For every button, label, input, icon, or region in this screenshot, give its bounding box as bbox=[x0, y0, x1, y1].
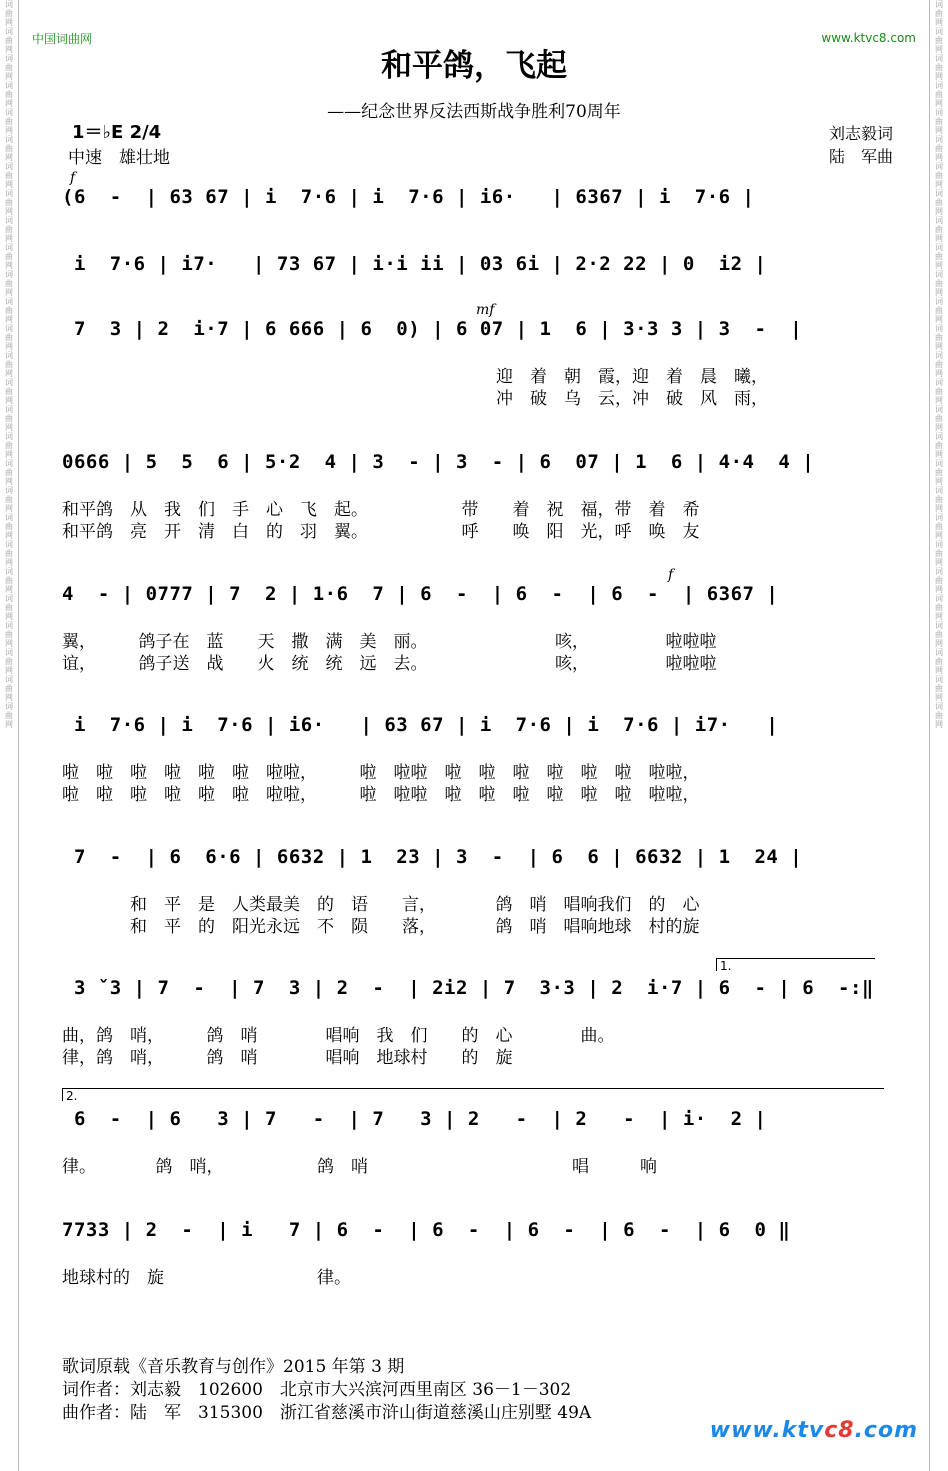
logo-main: www.ktv bbox=[709, 1418, 825, 1443]
song-title: 和平鸽，飞起 bbox=[381, 48, 567, 84]
notation-line: i 7·6 | i 7·6 | i6· | 63 67 | i 7·6 | i 7·6 | i7· | bbox=[62, 714, 779, 736]
right-edge-line bbox=[929, 0, 930, 1471]
lyric-line-1: 翼， 鸽子在 蓝 天 撒 满 美 丽。 咳， 啦啦啦 bbox=[62, 632, 717, 652]
notation-line: i 7·6 | i7· | 73 67 | i·i ii | 03 6i | 2·2 22 | 0 i2 | bbox=[62, 253, 767, 275]
key-time-signature: 1＝♭E 2/4 bbox=[72, 122, 162, 143]
lyric-line-1: 地球村的 旋 律。 bbox=[62, 1268, 351, 1288]
dynamic-marking: f bbox=[668, 567, 674, 583]
notation-line: 7733 | 2 - | i 7 | 6 - | 6 - | 6 - | 6 - | 6 0 ‖ bbox=[62, 1219, 791, 1241]
logo-accent: c8 bbox=[824, 1418, 855, 1443]
lyric-line-1: 迎 着 朝 霞，迎 着 晨 曦， bbox=[496, 367, 768, 387]
composer-credit: 陆 军曲 bbox=[828, 147, 893, 166]
volta-first: 1. bbox=[716, 958, 875, 971]
song-subtitle: ——纪念世界反法西斯战争胜利70周年 bbox=[327, 102, 621, 122]
lyric-line-2: 律，鸽 哨， 鸽 哨 唱响 地球村 的 旋 bbox=[62, 1048, 513, 1068]
footer-lyricist: 词作者：刘志毅 102600 北京市大兴滨河西里南区 36－1－302 bbox=[62, 1380, 572, 1400]
left-edge-line bbox=[18, 0, 19, 1471]
lyric-line-1: 律。 鸽 哨， 鸽 哨 唱 响 bbox=[62, 1157, 657, 1177]
notation-line: (6 - | 63 67 | i 7·6 | i 7·6 | i6· | 6367 | i 7·6 | bbox=[62, 186, 755, 208]
lyricist-credit: 刘志毅词 bbox=[828, 124, 893, 143]
site-logo[interactable] bbox=[710, 1418, 918, 1443]
footer-source: 歌词原载《音乐教育与创作》2015 年第 3 期 bbox=[62, 1357, 405, 1377]
lyric-line-1: 和 平 是 人类最美 的 语 言， 鸽 哨 唱响我们 的 心 bbox=[62, 895, 700, 915]
lyric-line-2: 啦 啦 啦 啦 啦 啦 啦啦， 啦 啦啦 啦 啦 啦 啦 啦 啦 啦啦， bbox=[62, 785, 700, 805]
notation-line: 7 - | 6 6·6 | 6632 | 1 23 | 3 - | 6 6 | 6632 | 1 24 | bbox=[62, 846, 803, 868]
notation-line: 6 - | 6 3 | 7 - | 7 3 | 2 - | 2 - | i· 2 | bbox=[62, 1108, 767, 1130]
dynamic-marking: f bbox=[70, 170, 76, 186]
notation-line: 0666 | 5 5 6 | 5·2 4 | 3 - | 3 - | 6 07 | 1 6 | 4·4 4 | bbox=[62, 451, 815, 473]
logo-end: .com bbox=[854, 1418, 918, 1443]
dynamic-marking: mf bbox=[476, 302, 495, 318]
site-name-left[interactable]: 中国词曲网 bbox=[32, 32, 93, 46]
lyric-line-1: 曲，鸽 哨， 鸽 哨 唱响 我 们 的 心 曲。 bbox=[62, 1026, 615, 1046]
footer-composer: 曲作者：陆 军 315300 浙江省慈溪市浒山街道慈溪山庄别墅 49A bbox=[62, 1403, 592, 1423]
lyric-line-2: 和平鸽 亮 开 清 白 的 羽 翼。 呼 唤 阳 光，呼 唤 友 bbox=[62, 522, 700, 542]
lyric-line-2: 冲 破 乌 云，冲 破 风 雨， bbox=[496, 389, 768, 409]
site-url-right[interactable]: www.ktvc8.com bbox=[821, 31, 916, 45]
notation-line: 7 3 | 2 i·7 | 6 666 | 6 0) | 6 07 | 1 6 | 3·3 3 | 3 - | bbox=[62, 318, 803, 340]
notation-line: 3 ˇ3 | 7 - | 7 3 | 2 - | 2i2 | 7 3·3 | 2 i·7 | 6 - | 6 -:‖ bbox=[62, 977, 874, 999]
notation-line: 4 - | 0777 | 7 2 | 1·6 7 | 6 - | 6 - | 6 - | 6367 | bbox=[62, 583, 779, 605]
volta-second: 2. bbox=[62, 1088, 884, 1101]
lyric-line-2: 谊， 鸽子送 战 火 统 统 远 去。 咳， 啦啦啦 bbox=[62, 654, 717, 674]
lyric-line-1: 啦 啦 啦 啦 啦 啦 啦啦， 啦 啦啦 啦 啦 啦 啦 啦 啦 啦啦， bbox=[62, 763, 700, 783]
lyric-line-2: 和 平 的 阳光永远 不 陨 落， 鸽 哨 唱响地球 村的旋 bbox=[62, 917, 700, 937]
side-watermark-right: 词曲网词曲网词曲网词曲网词曲网词曲网词曲网词曲网词曲网词曲网词曲网词曲网词曲网词曲网词曲网词曲网词曲网词曲网词曲网词曲网词曲网词曲网词曲网词曲网词曲网词曲网词曲网 bbox=[935, 0, 943, 729]
tempo-marking: 中速 雄壮地 bbox=[68, 148, 170, 168]
lyric-line-1: 和平鸽 从 我 们 手 心 飞 起。 带 着 祝 福，带 着 希 bbox=[62, 500, 700, 520]
side-watermark-left: 词曲网词曲网词曲网词曲网词曲网词曲网词曲网词曲网词曲网词曲网词曲网词曲网词曲网词曲网词曲网词曲网词曲网词曲网词曲网词曲网词曲网词曲网词曲网词曲网词曲网词曲网词曲网 bbox=[5, 0, 13, 729]
